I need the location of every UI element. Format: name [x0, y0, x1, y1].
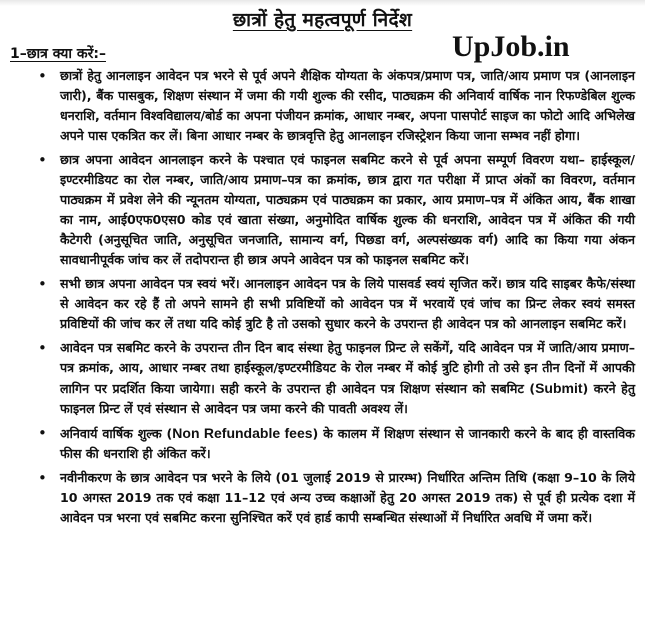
bullet-icon: • — [38, 424, 47, 442]
list-item — [0, 423, 645, 464]
text-part: ) के कालम में शिक्षण संस्थान से जानकारी करने के बाद ही वास्तविक फीस की धनराशि ही अंकित करें। — [60, 426, 635, 461]
bullet-icon: • — [38, 275, 47, 293]
page-title — [0, 6, 645, 32]
list-item-text — [60, 338, 635, 419]
english-term: Non Refundable fees — [172, 425, 313, 441]
text-part: ) करने हेतु फाइनल प्रिन्ट लें एवं संस्थान से आवेदन पत्र जमा करने की पावती अवश्य लें। — [60, 381, 635, 416]
text-part: अनिवार्य वार्षिक शुल्क ( — [60, 426, 173, 441]
instruction-list — [0, 66, 645, 532]
list-item — [0, 274, 645, 334]
list-item-text: छात्र अपना आवेदन आनलाइन करने के पश्चात एवं फाइनल सबमिट करने से पूर्व अपना सम्पूर्ण विवरण यथा– हाईस्कूल/इण्टरमीडियट का रोल नम्बर, जाति/आय प्रमाण–पत्र का क्रमांक, छात्र द्वारा गत परीक्षा में प्राप्त अंकों का विवरण, वर्तमान पाठ्यक्रम में प्रवेश लेने की न्यूनतम योग्यता, पाठ्यक्रम एवं पाठ्यक्रम का प्रकार, आय प्रमाण–पत्र में अंकित आय, बैंक शाखा का नाम, आई0एफ0एस0 कोड एवं खाता संख्या, अनुमोदित वार्षिक शुल्क की धनराशि, आवेदन पत्र में अंकित की गयी कैटेगरी (अनुसूचित जाति, अनुसूचित जनजाति, सामान्य वर्ग, पिछडा वर्ग, अल्पसंख्यक वर्ग) आदि का किया गया अंकन सावधानीपूर्वक जांच कर लें तदोपरान्त ही छात्र अपने आवेदन पत्र को फाइनल सबमिट करें। — [60, 152, 635, 267]
page-title-text: छात्रों हेतु महत्वपूर्ण निर्देश — [232, 9, 413, 31]
list-item-text: सभी छात्र अपना आवेदन पत्र स्वयं भरें। आनलाइन आवेदन पत्र के लिये पासवर्ड स्वयं सृजित करें। छात्र यदि साइबर कैफे/संस्था से आवेदन कर रहे हैं तो अपने सामने ही सभी प्रविष्टियों को आवेदन पत्र में भरवायें एवं जांच का प्रिन्ट लेकर स्वयं समस्त प्रविष्टियों की जांच कर लें तथा यदि कोई त्रुटि है तो उसको सुधार करने के उपरान्त ही आवेदन पत्र को आनलाइन सबमिट करें। — [60, 276, 635, 331]
bullet-icon: • — [38, 339, 47, 357]
list-item-text: नवीनीकरण के छात्र आवेदन पत्र भरने के लिये (01 जुलाई 2019 से प्रारम्भ) निर्धारित अन्तिम तिथि (कक्षा 9–10 के लिये 10 अगस्त 2019 तक एवं कक्षा 11–12 एवं अन्य उच्च कक्षाओं हेतु 20 अगस्त 2019 तक) से पूर्व ही प्रत्येक दशा में आवेदन पत्र भरना एवं सबमिट करना सुनिश्चित करें एवं हार्ड कापी सम्बन्धित संस्थाओं में निर्धारित अवधि में जमा करें। — [60, 470, 635, 525]
list-item-text: छात्रों हेतु आनलाइन आवेदन पत्र भरने से पूर्व अपने शैक्षिक योग्यता के अंकपत्र/प्रमाण पत्र, जाति/आय प्रमाण पत्र (आनलाइन जारी), बैंक पासबुक, शिक्षण संस्थान में जमा की गयी शुल्क की रसीद, पाठ्यक्रम की अनिवार्य वार्षिक नान रिफण्डेबिल शुल्क धनराशि, वर्तमान विश्वविद्यालय/बोर्ड का अपना पंजीयन क्रमांक, आधार नम्बर, अपना पासपोर्ट साइज का फोटो आदि अभिलेख अपने पास एकत्रित कर लें। बिना आधार नम्बर के छात्रवृत्ति हेतु आनलाइन रजिस्ट्रेशन किया जाना सम्भव नहीं होगा। — [60, 68, 635, 143]
text-part: आवेदन पत्र सबमिट करने के उपरान्त तीन दिन बाद संस्था हेतु फाइनल प्रिन्ट ले सकेंगें, यदि आवेदन पत्र में जाति/आय प्रमाण–पत्र क्रमांक, आय, आधार नम्बर तथा हाईस्कूल/इण्टरमीडियट के रोल नम्बर में कोई त्रुटि होगी तो उसे इन तीन दिनों में आपकी लागिन पर प्रदर्शित किया जायेगा। सही करने के उपरान्त ही आवेदन पत्र शिक्षण संस्थान को सबमिट ( — [60, 340, 635, 396]
list-item-text — [60, 423, 635, 464]
watermark-logo: UpJob.in — [452, 30, 570, 63]
bullet-icon: • — [38, 67, 47, 85]
bullet-icon: • — [38, 469, 47, 487]
english-term: Submit — [535, 380, 583, 396]
section-heading: 1–छात्र क्या करें:– — [10, 46, 106, 62]
bullet-icon: • — [38, 151, 47, 169]
list-item — [0, 338, 645, 419]
list-item — [0, 150, 645, 270]
list-item — [0, 468, 645, 528]
list-item — [0, 66, 645, 146]
